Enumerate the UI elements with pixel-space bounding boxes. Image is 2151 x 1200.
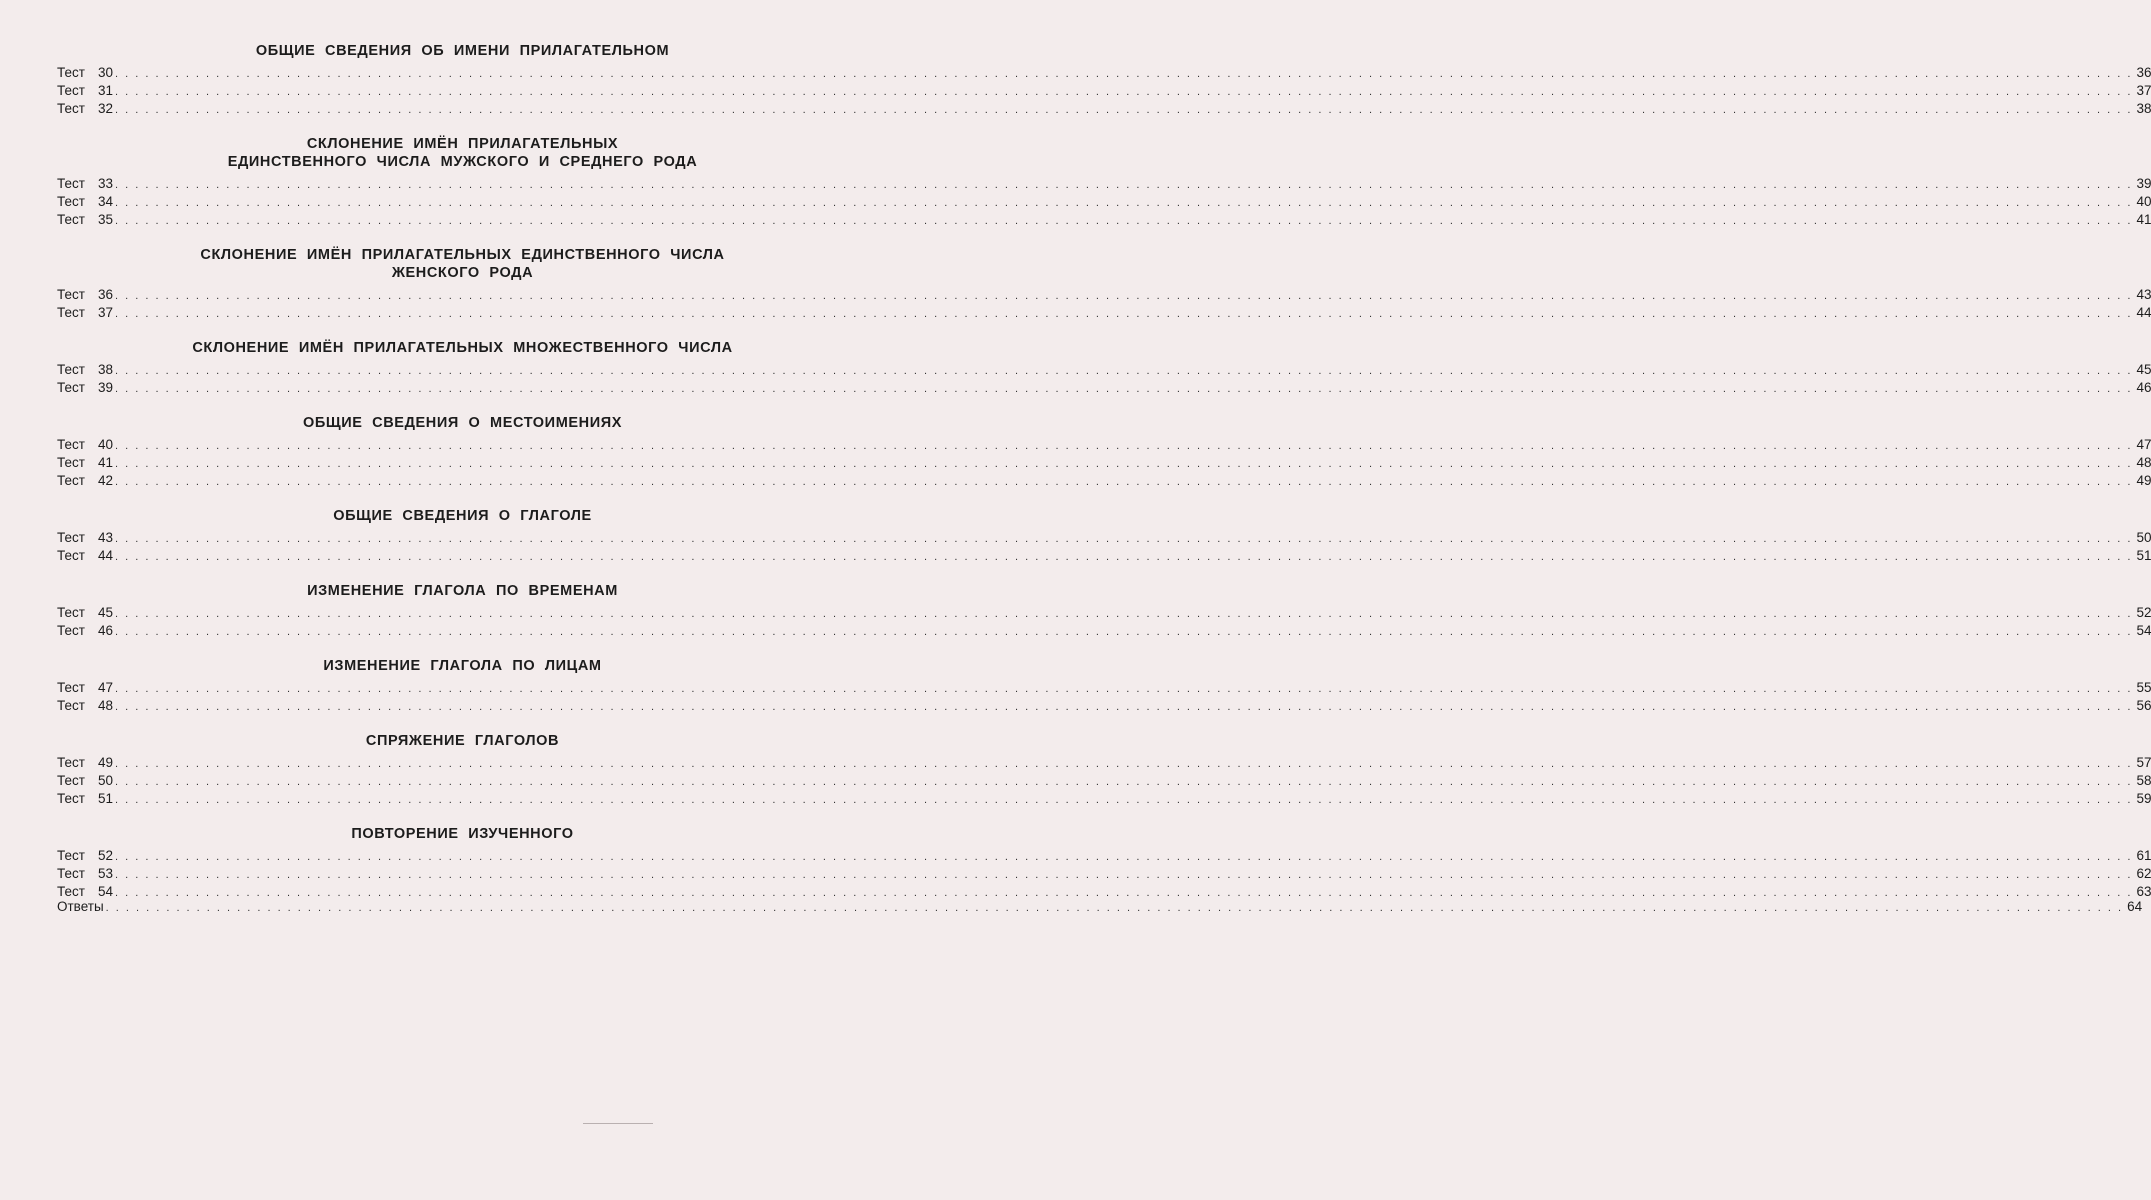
entry-number: 33: [98, 176, 114, 191]
entry-page-number: 57: [2136, 755, 2151, 770]
entry-word: Тест: [57, 362, 85, 377]
entry-label: [57, 772, 113, 790]
entry-label: [57, 679, 113, 697]
toc-entry: [57, 472, 2151, 490]
entry-number: 35: [98, 212, 114, 227]
entry-page-number: 62: [2136, 866, 2151, 881]
dot-leader: . . . . . . . . . . . . . . . . . . . . . . . . . . . . . . . . . . . . . . . . . . . . . . . . . . . . . . . . . . . . . . . . . . . . . . . . . . . . . . . . . . . . . . . . . . . . . . . . . . . . . . . . . . . . . . . . . . . . . . . . . . . . . . . . . . . . . . . . . . . . . . . . . . . . . . . . . . . . . . . . . . . . . . . . . . . . . . . . . . . . . . . . . . . . . . . . . . . . . . . .: [115, 197, 2133, 209]
entry-label: [57, 472, 113, 490]
dot-leader: . . . . . . . . . . . . . . . . . . . . . . . . . . . . . . . . . . . . . . . . . . . . . . . . . . . . . . . . . . . . . . . . . . . . . . . . . . . . . . . . . . . . . . . . . . . . . . . . . . . . . . . . . . . . . . . . . . . . . . . . . . . . . . . . . . . . . . . . . . . . . . . . . . . . . . . . . . . . . . . . . . . . . . . . . . . . . . . . . . . . . . . . . . . . . . . . . . . . . . . .: [115, 551, 2133, 563]
toc-section: [57, 339, 2151, 397]
toc-entry: [57, 454, 2151, 472]
entry-number: 36: [98, 287, 114, 302]
section-heading: ОБЩИЕ СВЕДЕНИЯ О ГЛАГОЛЕ: [333, 508, 592, 524]
toc-entry: [57, 772, 2151, 790]
entry-word: Тест: [57, 212, 85, 227]
toc-entry: [57, 211, 2151, 229]
entry-page-number: 61: [2136, 848, 2151, 863]
bleed-through-rule: [583, 1123, 653, 1124]
dot-leader: . . . . . . . . . . . . . . . . . . . . . . . . . . . . . . . . . . . . . . . . . . . . . . . . . . . . . . . . . . . . . . . . . . . . . . . . . . . . . . . . . . . . . . . . . . . . . . . . . . . . . . . . . . . . . . . . . . . . . . . . . . . . . . . . . . . . . . . . . . . . . . . . . . . . . . . . . . . . . . . . . . . . . . . . . . . . . . . . . . . . . . . . . . . . . . . . . . . . . . . .: [115, 458, 2133, 470]
toc-entry: [57, 436, 2151, 454]
entry-page-number: 47: [2136, 437, 2151, 452]
toc-entry: [57, 547, 2151, 565]
entry-label: [57, 379, 113, 397]
toc-entry: [57, 175, 2151, 193]
entry-page-number: 54: [2136, 623, 2151, 638]
entry-word: Тест: [57, 305, 85, 320]
entry-label: [57, 436, 113, 454]
entry-word: Тест: [57, 755, 85, 770]
dot-leader: . . . . . . . . . . . . . . . . . . . . . . . . . . . . . . . . . . . . . . . . . . . . . . . . . . . . . . . . . . . . . . . . . . . . . . . . . . . . . . . . . . . . . . . . . . . . . . . . . . . . . . . . . . . . . . . . . . . . . . . . . . . . . . . . . . . . . . . . . . . . . . . . . . . . . . . . . . . . . . . . . . . . . . . . . . . . . . . . . . . . . . . . . . . . . . . . . . . . . . . .: [115, 533, 2133, 545]
entry-number: 42: [98, 473, 114, 488]
entry-word: Тест: [57, 437, 85, 452]
section-heading: ЕДИНСТВЕННОГО ЧИСЛА МУЖСКОГО И СРЕДНЕГО РОДА: [227, 154, 698, 170]
entry-word: Тест: [57, 65, 85, 80]
entry-page-number: 58: [2136, 773, 2151, 788]
dot-leader: . . . . . . . . . . . . . . . . . . . . . . . . . . . . . . . . . . . . . . . . . . . . . . . . . . . . . . . . . . . . . . . . . . . . . . . . . . . . . . . . . . . . . . . . . . . . . . . . . . . . . . . . . . . . . . . . . . . . . . . . . . . . . . . . . . . . . . . . . . . . . . . . . . . . . . . . . . . . . . . . . . . . . . . . . . . . . . . . . . . . . . . . . . . . . . . . . . . . . . . .: [115, 476, 2133, 488]
section-heading: СПРЯЖЕНИЕ ГЛАГОЛОВ: [365, 733, 560, 749]
entry-word: Тест: [57, 83, 85, 98]
entry-number: 34: [98, 194, 114, 209]
entry-page-number: 38: [2136, 101, 2151, 116]
entry-number: 47: [98, 680, 114, 695]
table-of-contents: [57, 42, 2151, 918]
entry-label: [57, 193, 113, 211]
entry-page-number: 56: [2136, 698, 2151, 713]
dot-leader: . . . . . . . . . . . . . . . . . . . . . . . . . . . . . . . . . . . . . . . . . . . . . . . . . . . . . . . . . . . . . . . . . . . . . . . . . . . . . . . . . . . . . . . . . . . . . . . . . . . . . . . . . . . . . . . . . . . . . . . . . . . . . . . . . . . . . . . . . . . . . . . . . . . . . . . . . . . . . . . . . . . . . . . . . . . . . . . . . . . . . . . . . . . . . . . . . . . . . . . .: [105, 902, 2124, 914]
entry-page-number: 46: [2136, 380, 2151, 395]
entry-word: Тест: [57, 101, 85, 116]
entry-number: 53: [98, 866, 114, 881]
entry-word: Тест: [57, 791, 85, 806]
entry-word: Тест: [57, 194, 85, 209]
entry-word: Тест: [57, 530, 85, 545]
toc-entry: [57, 754, 2151, 772]
entry-word: Тест: [57, 866, 85, 881]
dot-leader: . . . . . . . . . . . . . . . . . . . . . . . . . . . . . . . . . . . . . . . . . . . . . . . . . . . . . . . . . . . . . . . . . . . . . . . . . . . . . . . . . . . . . . . . . . . . . . . . . . . . . . . . . . . . . . . . . . . . . . . . . . . . . . . . . . . . . . . . . . . . . . . . . . . . . . . . . . . . . . . . . . . . . . . . . . . . . . . . . . . . . . . . . . . . . . . . . . . . . . . .: [115, 794, 2133, 806]
section-heading: СКЛОНЕНИЕ ИМЁН ПРИЛАГАТЕЛЬНЫХ ЕДИНСТВЕННОГО ЧИСЛА: [200, 247, 725, 263]
toc-entry: [57, 100, 2151, 118]
entry-page-number: 39: [2136, 176, 2151, 191]
dot-leader: . . . . . . . . . . . . . . . . . . . . . . . . . . . . . . . . . . . . . . . . . . . . . . . . . . . . . . . . . . . . . . . . . . . . . . . . . . . . . . . . . . . . . . . . . . . . . . . . . . . . . . . . . . . . . . . . . . . . . . . . . . . . . . . . . . . . . . . . . . . . . . . . . . . . . . . . . . . . . . . . . . . . . . . . . . . . . . . . . . . . . . . . . . . . . . . . . . . . . . . .: [115, 290, 2133, 302]
entry-number: 52: [98, 848, 114, 863]
toc-section: [57, 135, 2151, 229]
section-heading: ИЗМЕНЕНИЕ ГЛАГОЛА ПО ЛИЦАМ: [323, 658, 602, 674]
answers-entry: [57, 898, 2143, 916]
entry-label: [57, 454, 113, 472]
entry-page-number: 43: [2136, 287, 2151, 302]
entry-number: 45: [98, 605, 114, 620]
entry-label: [57, 82, 113, 100]
dot-leader: . . . . . . . . . . . . . . . . . . . . . . . . . . . . . . . . . . . . . . . . . . . . . . . . . . . . . . . . . . . . . . . . . . . . . . . . . . . . . . . . . . . . . . . . . . . . . . . . . . . . . . . . . . . . . . . . . . . . . . . . . . . . . . . . . . . . . . . . . . . . . . . . . . . . . . . . . . . . . . . . . . . . . . . . . . . . . . . . . . . . . . . . . . . . . . . . . . . . . . . .: [115, 776, 2133, 788]
dot-leader: . . . . . . . . . . . . . . . . . . . . . . . . . . . . . . . . . . . . . . . . . . . . . . . . . . . . . . . . . . . . . . . . . . . . . . . . . . . . . . . . . . . . . . . . . . . . . . . . . . . . . . . . . . . . . . . . . . . . . . . . . . . . . . . . . . . . . . . . . . . . . . . . . . . . . . . . . . . . . . . . . . . . . . . . . . . . . . . . . . . . . . . . . . . . . . . . . . . . . . . .: [115, 383, 2133, 395]
entry-number: 31: [98, 83, 114, 98]
toc-entry: [57, 679, 2151, 697]
toc-section: [57, 42, 2151, 118]
dot-leader: . . . . . . . . . . . . . . . . . . . . . . . . . . . . . . . . . . . . . . . . . . . . . . . . . . . . . . . . . . . . . . . . . . . . . . . . . . . . . . . . . . . . . . . . . . . . . . . . . . . . . . . . . . . . . . . . . . . . . . . . . . . . . . . . . . . . . . . . . . . . . . . . . . . . . . . . . . . . . . . . . . . . . . . . . . . . . . . . . . . . . . . . . . . . . . . . . . . . . . . .: [115, 440, 2133, 452]
toc-section: [57, 657, 2151, 715]
toc-entry: [57, 82, 2151, 100]
toc-entry: [57, 697, 2151, 715]
entry-number: 50: [98, 773, 114, 788]
dot-leader: . . . . . . . . . . . . . . . . . . . . . . . . . . . . . . . . . . . . . . . . . . . . . . . . . . . . . . . . . . . . . . . . . . . . . . . . . . . . . . . . . . . . . . . . . . . . . . . . . . . . . . . . . . . . . . . . . . . . . . . . . . . . . . . . . . . . . . . . . . . . . . . . . . . . . . . . . . . . . . . . . . . . . . . . . . . . . . . . . . . . . . . . . . . . . . . . . . . . . . . .: [115, 104, 2133, 116]
entry-number: 44: [98, 548, 114, 563]
dot-leader: . . . . . . . . . . . . . . . . . . . . . . . . . . . . . . . . . . . . . . . . . . . . . . . . . . . . . . . . . . . . . . . . . . . . . . . . . . . . . . . . . . . . . . . . . . . . . . . . . . . . . . . . . . . . . . . . . . . . . . . . . . . . . . . . . . . . . . . . . . . . . . . . . . . . . . . . . . . . . . . . . . . . . . . . . . . . . . . . . . . . . . . . . . . . . . . . . . . . . . . .: [115, 683, 2133, 695]
entry-number: 38: [98, 362, 114, 377]
toc-entry: [57, 604, 2151, 622]
entry-word: Тест: [57, 773, 85, 788]
toc-section: [57, 414, 2151, 490]
entry-number: 54: [98, 884, 114, 899]
entry-word: Тест: [57, 287, 85, 302]
entry-page-number: 50: [2136, 530, 2151, 545]
answers-label: Ответы: [57, 899, 104, 914]
toc-entry: [57, 379, 2151, 397]
entry-number: 39: [98, 380, 114, 395]
toc-entry: [57, 286, 2151, 304]
dot-leader: . . . . . . . . . . . . . . . . . . . . . . . . . . . . . . . . . . . . . . . . . . . . . . . . . . . . . . . . . . . . . . . . . . . . . . . . . . . . . . . . . . . . . . . . . . . . . . . . . . . . . . . . . . . . . . . . . . . . . . . . . . . . . . . . . . . . . . . . . . . . . . . . . . . . . . . . . . . . . . . . . . . . . . . . . . . . . . . . . . . . . . . . . . . . . . . . . . . . . . . .: [115, 86, 2133, 98]
entry-label: [57, 175, 113, 193]
entry-page-number: 36: [2136, 65, 2151, 80]
dot-leader: . . . . . . . . . . . . . . . . . . . . . . . . . . . . . . . . . . . . . . . . . . . . . . . . . . . . . . . . . . . . . . . . . . . . . . . . . . . . . . . . . . . . . . . . . . . . . . . . . . . . . . . . . . . . . . . . . . . . . . . . . . . . . . . . . . . . . . . . . . . . . . . . . . . . . . . . . . . . . . . . . . . . . . . . . . . . . . . . . . . . . . . . . . . . . . . . . . . . . . . .: [115, 68, 2133, 80]
dot-leader: . . . . . . . . . . . . . . . . . . . . . . . . . . . . . . . . . . . . . . . . . . . . . . . . . . . . . . . . . . . . . . . . . . . . . . . . . . . . . . . . . . . . . . . . . . . . . . . . . . . . . . . . . . . . . . . . . . . . . . . . . . . . . . . . . . . . . . . . . . . . . . . . . . . . . . . . . . . . . . . . . . . . . . . . . . . . . . . . . . . . . . . . . . . . . . . . . . . . . . . .: [115, 626, 2133, 638]
entry-page-number: 44: [2136, 305, 2151, 320]
entry-word: Тест: [57, 176, 85, 191]
dot-leader: . . . . . . . . . . . . . . . . . . . . . . . . . . . . . . . . . . . . . . . . . . . . . . . . . . . . . . . . . . . . . . . . . . . . . . . . . . . . . . . . . . . . . . . . . . . . . . . . . . . . . . . . . . . . . . . . . . . . . . . . . . . . . . . . . . . . . . . . . . . . . . . . . . . . . . . . . . . . . . . . . . . . . . . . . . . . . . . . . . . . . . . . . . . . . . . . . . . . . . . .: [115, 365, 2133, 377]
entry-word: Тест: [57, 455, 85, 470]
entry-label: [57, 865, 113, 883]
dot-leader: . . . . . . . . . . . . . . . . . . . . . . . . . . . . . . . . . . . . . . . . . . . . . . . . . . . . . . . . . . . . . . . . . . . . . . . . . . . . . . . . . . . . . . . . . . . . . . . . . . . . . . . . . . . . . . . . . . . . . . . . . . . . . . . . . . . . . . . . . . . . . . . . . . . . . . . . . . . . . . . . . . . . . . . . . . . . . . . . . . . . . . . . . . . . . . . . . . . . . . . .: [115, 851, 2133, 863]
toc-entry: [57, 361, 2151, 379]
entry-label: [57, 211, 113, 229]
entry-word: Тест: [57, 848, 85, 863]
entry-page-number: 55: [2136, 680, 2151, 695]
toc-entry: [57, 790, 2151, 808]
dot-leader: . . . . . . . . . . . . . . . . . . . . . . . . . . . . . . . . . . . . . . . . . . . . . . . . . . . . . . . . . . . . . . . . . . . . . . . . . . . . . . . . . . . . . . . . . . . . . . . . . . . . . . . . . . . . . . . . . . . . . . . . . . . . . . . . . . . . . . . . . . . . . . . . . . . . . . . . . . . . . . . . . . . . . . . . . . . . . . . . . . . . . . . . . . . . . . . . . . . . . . . .: [115, 869, 2133, 881]
section-heading: ЖЕНСКОГО РОДА: [391, 265, 534, 281]
entry-number: 37: [98, 305, 114, 320]
entry-number: 41: [98, 455, 114, 470]
dot-leader: . . . . . . . . . . . . . . . . . . . . . . . . . . . . . . . . . . . . . . . . . . . . . . . . . . . . . . . . . . . . . . . . . . . . . . . . . . . . . . . . . . . . . . . . . . . . . . . . . . . . . . . . . . . . . . . . . . . . . . . . . . . . . . . . . . . . . . . . . . . . . . . . . . . . . . . . . . . . . . . . . . . . . . . . . . . . . . . . . . . . . . . . . . . . . . . . . . . . . . . .: [115, 179, 2133, 191]
entry-word: Тест: [57, 473, 85, 488]
toc-section: [57, 825, 2151, 901]
entry-page-number: 48: [2136, 455, 2151, 470]
entry-label: [57, 547, 113, 565]
section-heading: ОБЩИЕ СВЕДЕНИЯ О МЕСТОИМЕНИЯХ: [302, 415, 623, 431]
entry-label: [57, 64, 113, 82]
entry-number: 51: [98, 791, 114, 806]
entry-number: 48: [98, 698, 114, 713]
entry-label: [57, 100, 113, 118]
entry-word: Тест: [57, 698, 85, 713]
entry-label: [57, 847, 113, 865]
entry-word: Тест: [57, 605, 85, 620]
entry-page-number: 45: [2136, 362, 2151, 377]
toc-section: [57, 507, 2151, 565]
entry-label: [57, 361, 113, 379]
entry-word: Тест: [57, 548, 85, 563]
toc-section: [57, 246, 2151, 322]
toc-entry: [57, 529, 2151, 547]
entry-page-number: 49: [2136, 473, 2151, 488]
entry-page-number: 52: [2136, 605, 2151, 620]
entry-label: [57, 529, 113, 547]
entry-word: Тест: [57, 623, 85, 638]
answers-page-number: 64: [2127, 899, 2143, 914]
dot-leader: . . . . . . . . . . . . . . . . . . . . . . . . . . . . . . . . . . . . . . . . . . . . . . . . . . . . . . . . . . . . . . . . . . . . . . . . . . . . . . . . . . . . . . . . . . . . . . . . . . . . . . . . . . . . . . . . . . . . . . . . . . . . . . . . . . . . . . . . . . . . . . . . . . . . . . . . . . . . . . . . . . . . . . . . . . . . . . . . . . . . . . . . . . . . . . . . . . . . . . . .: [115, 887, 2133, 899]
dot-leader: . . . . . . . . . . . . . . . . . . . . . . . . . . . . . . . . . . . . . . . . . . . . . . . . . . . . . . . . . . . . . . . . . . . . . . . . . . . . . . . . . . . . . . . . . . . . . . . . . . . . . . . . . . . . . . . . . . . . . . . . . . . . . . . . . . . . . . . . . . . . . . . . . . . . . . . . . . . . . . . . . . . . . . . . . . . . . . . . . . . . . . . . . . . . . . . . . . . . . . . .: [115, 758, 2133, 770]
entry-word: Тест: [57, 884, 85, 899]
toc-entry: [57, 304, 2151, 322]
entry-number: 30: [98, 65, 114, 80]
entry-page-number: 41: [2136, 212, 2151, 227]
dot-leader: . . . . . . . . . . . . . . . . . . . . . . . . . . . . . . . . . . . . . . . . . . . . . . . . . . . . . . . . . . . . . . . . . . . . . . . . . . . . . . . . . . . . . . . . . . . . . . . . . . . . . . . . . . . . . . . . . . . . . . . . . . . . . . . . . . . . . . . . . . . . . . . . . . . . . . . . . . . . . . . . . . . . . . . . . . . . . . . . . . . . . . . . . . . . . . . . . . . . . . . .: [115, 701, 2133, 713]
entry-label: [57, 622, 113, 640]
entry-number: 32: [98, 101, 114, 116]
toc-entry: [57, 847, 2151, 865]
toc-entry: [57, 622, 2151, 640]
entry-page-number: 63: [2136, 884, 2151, 899]
toc-section: [57, 582, 2151, 640]
section-heading: ИЗМЕНЕНИЕ ГЛАГОЛА ПО ВРЕМЕНАМ: [307, 583, 618, 599]
section-heading: ОБЩИЕ СВЕДЕНИЯ ОБ ИМЕНИ ПРИЛАГАТЕЛЬНОМ: [255, 43, 670, 59]
entry-page-number: 59: [2136, 791, 2151, 806]
entry-number: 43: [98, 530, 114, 545]
dot-leader: . . . . . . . . . . . . . . . . . . . . . . . . . . . . . . . . . . . . . . . . . . . . . . . . . . . . . . . . . . . . . . . . . . . . . . . . . . . . . . . . . . . . . . . . . . . . . . . . . . . . . . . . . . . . . . . . . . . . . . . . . . . . . . . . . . . . . . . . . . . . . . . . . . . . . . . . . . . . . . . . . . . . . . . . . . . . . . . . . . . . . . . . . . . . . . . . . . . . . . . .: [115, 215, 2133, 227]
entry-number: 46: [98, 623, 114, 638]
entry-page-number: 37: [2136, 83, 2151, 98]
entry-label: [57, 697, 113, 715]
entry-label: [57, 754, 113, 772]
entry-label: [57, 286, 113, 304]
entry-number: 40: [98, 437, 114, 452]
dot-leader: . . . . . . . . . . . . . . . . . . . . . . . . . . . . . . . . . . . . . . . . . . . . . . . . . . . . . . . . . . . . . . . . . . . . . . . . . . . . . . . . . . . . . . . . . . . . . . . . . . . . . . . . . . . . . . . . . . . . . . . . . . . . . . . . . . . . . . . . . . . . . . . . . . . . . . . . . . . . . . . . . . . . . . . . . . . . . . . . . . . . . . . . . . . . . . . . . . . . . . . .: [115, 308, 2133, 320]
entry-label: [57, 604, 113, 622]
entry-label: [57, 790, 113, 808]
toc-entry: [57, 64, 2151, 82]
toc-entry: [57, 193, 2151, 211]
entry-page-number: 40: [2136, 194, 2151, 209]
toc-section: [57, 732, 2151, 808]
section-heading: СКЛОНЕНИЕ ИМЁН ПРИЛАГАТЕЛЬНЫХ МНОЖЕСТВЕННОГО ЧИСЛА: [192, 340, 733, 356]
entry-word: Тест: [57, 380, 85, 395]
entry-word: Тест: [57, 680, 85, 695]
dot-leader: . . . . . . . . . . . . . . . . . . . . . . . . . . . . . . . . . . . . . . . . . . . . . . . . . . . . . . . . . . . . . . . . . . . . . . . . . . . . . . . . . . . . . . . . . . . . . . . . . . . . . . . . . . . . . . . . . . . . . . . . . . . . . . . . . . . . . . . . . . . . . . . . . . . . . . . . . . . . . . . . . . . . . . . . . . . . . . . . . . . . . . . . . . . . . . . . . . . . . . . .: [115, 608, 2133, 620]
toc-entry: [57, 865, 2151, 883]
section-heading: ПОВТОРЕНИЕ ИЗУЧЕННОГО: [351, 826, 574, 842]
entry-number: 49: [98, 755, 114, 770]
entry-label: [57, 304, 113, 322]
entry-page-number: 51: [2136, 548, 2151, 563]
section-heading: СКЛОНЕНИЕ ИМЁН ПРИЛАГАТЕЛЬНЫХ: [306, 136, 619, 152]
